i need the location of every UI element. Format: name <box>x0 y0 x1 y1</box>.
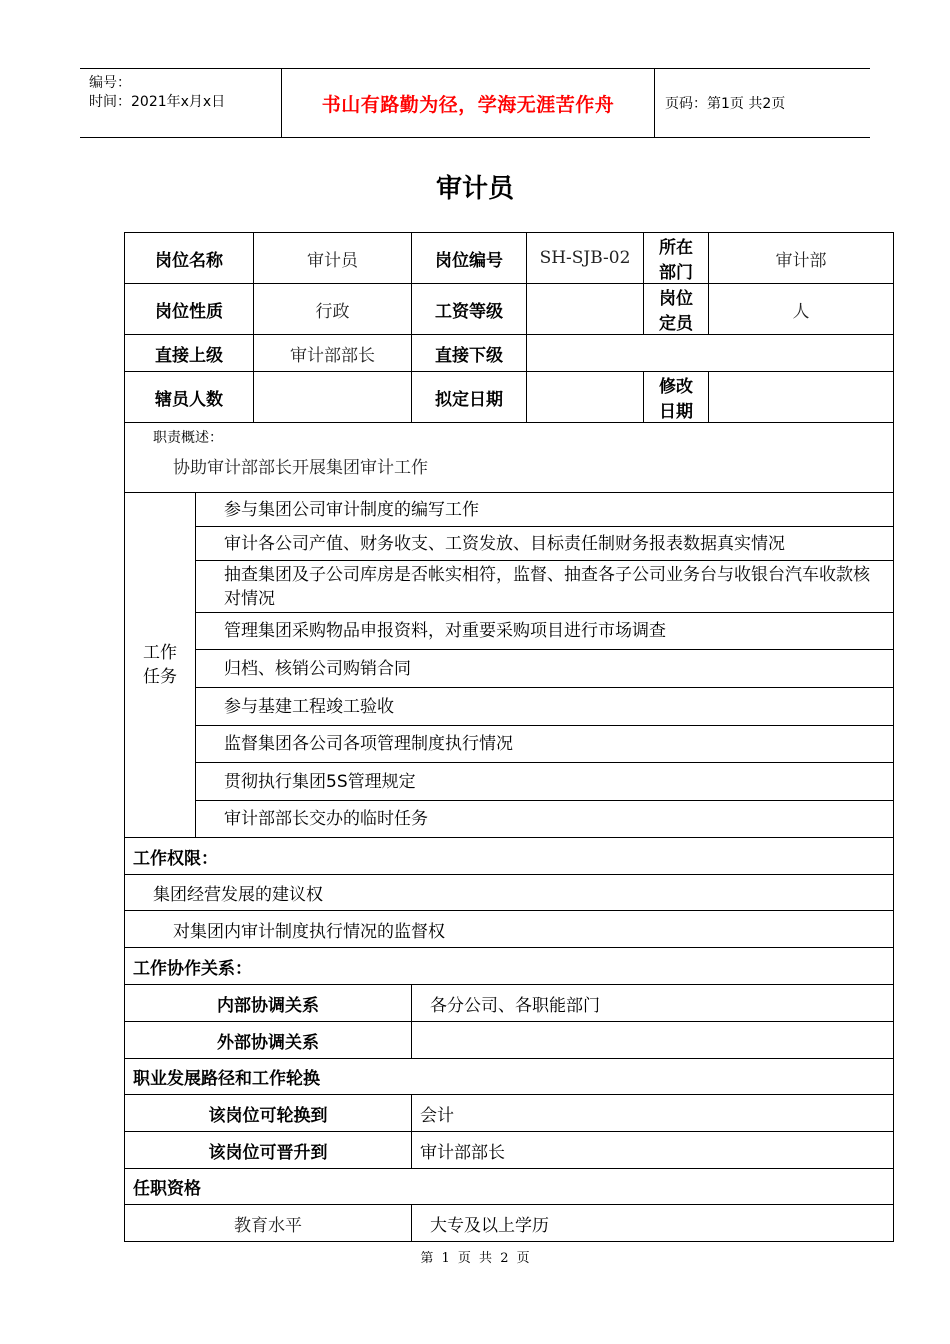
task-row <box>125 613 894 650</box>
task-item-6: 参与基建工程竣工验收 <box>196 688 894 726</box>
task-row <box>125 763 894 801</box>
task-row <box>125 726 894 763</box>
task-item-8: 贯彻执行集团5S管理规定 <box>196 763 894 801</box>
internal-value: 各分公司、各职能部门 <box>412 985 894 1022</box>
task-row <box>125 561 894 613</box>
education-label: 教育水平 <box>125 1205 412 1242</box>
external-value <box>412 1022 894 1059</box>
row-authority-header <box>125 838 894 875</box>
post-name-label: 岗位名称 <box>125 233 254 284</box>
authority-item-2: 对集团内审计制度执行情况的监督权 <box>125 911 894 948</box>
header-motto-cell <box>282 69 655 137</box>
document-header <box>80 68 870 138</box>
task-row <box>125 801 894 838</box>
task-item-2: 审计各公司产值、财务收支、工资发放、目标责任制财务报表数据真实情况 <box>196 527 894 561</box>
subordinate-label: 直接下级 <box>412 335 527 372</box>
row-basic-2 <box>125 284 894 335</box>
tasks-label-line1: 工作 <box>143 643 177 663</box>
draft-date-value <box>527 372 644 423</box>
cooperation-label: 工作协作关系： <box>125 948 894 985</box>
row-basic-4 <box>125 372 894 423</box>
task-item-1: 参与集团公司审计制度的编写工作 <box>196 493 894 527</box>
row-qualification-header <box>125 1169 894 1205</box>
task-item-4: 管理集团采购物品申报资料，对重要采购项目进行市场调查 <box>196 613 894 650</box>
dept-label: 所在部门 <box>644 233 709 284</box>
nature-label: 岗位性质 <box>125 284 254 335</box>
staff-count-label: 辖员人数 <box>125 372 254 423</box>
row-summary <box>125 423 894 493</box>
dept-value: 审计部 <box>709 233 894 284</box>
draft-date-label: 拟定日期 <box>412 372 527 423</box>
task-item-3: 抽查集团及子公司库房是否帐实相符，监督、抽查各子公司业务台与收银台汽车收款核对情况 <box>196 561 894 613</box>
rotate-value: 会计 <box>412 1095 894 1132</box>
salary-label: 工资等级 <box>412 284 527 335</box>
modify-date-label: 修改日期 <box>644 372 709 423</box>
summary-text: 协助审计部部长开展集团审计工作 <box>173 458 428 478</box>
authority-item-1: 集团经营发展的建议权 <box>125 875 894 911</box>
job-description-table <box>124 232 894 1242</box>
nature-value: 行政 <box>254 284 412 335</box>
row-external <box>125 1022 894 1059</box>
row-internal <box>125 985 894 1022</box>
task-row <box>125 493 894 527</box>
row-rotate <box>125 1095 894 1132</box>
task-item-9: 审计部部长交办的临时任务 <box>196 801 894 838</box>
page-info: 页码：第1页 共2页 <box>665 96 786 112</box>
row-education <box>125 1205 894 1242</box>
qualification-label: 任职资格 <box>125 1169 894 1205</box>
code-label: 编号： <box>89 75 131 91</box>
tasks-label <box>125 493 196 838</box>
superior-label: 直接上级 <box>125 335 254 372</box>
subordinate-value <box>527 335 894 372</box>
task-row <box>125 527 894 561</box>
row-promote <box>125 1132 894 1169</box>
row-basic-3 <box>125 335 894 372</box>
summary-cell <box>125 423 894 493</box>
quota-label: 岗位定员 <box>644 284 709 335</box>
post-code-label: 岗位编号 <box>412 233 527 284</box>
external-label: 外部协调关系 <box>125 1022 412 1059</box>
motto-text: 书山有路勤为径，学海无涯苦作舟 <box>321 93 615 116</box>
career-label: 职业发展路径和工作轮换 <box>125 1059 894 1095</box>
post-name-value: 审计员 <box>254 233 412 284</box>
task-item-5: 归档、核销公司购销合同 <box>196 650 894 688</box>
task-item-7: 监督集团各公司各项管理制度执行情况 <box>196 726 894 763</box>
summary-label: 职责概述： <box>153 430 223 446</box>
modify-date-value <box>709 372 894 423</box>
quota-value: 人 <box>709 284 894 335</box>
row-cooperation-header <box>125 948 894 985</box>
post-code-value: SH-SJB-02 <box>527 233 644 284</box>
task-row <box>125 650 894 688</box>
authority-label: 工作权限： <box>125 838 894 875</box>
header-page-cell <box>655 69 870 137</box>
salary-value <box>527 284 644 335</box>
row-career-header <box>125 1059 894 1095</box>
date-label: 时间：2021年x月x日 <box>89 94 226 110</box>
tasks-label-line2: 任务 <box>143 667 177 687</box>
row-authority-1 <box>125 875 894 911</box>
education-value: 大专及以上学历 <box>412 1205 894 1242</box>
task-row <box>125 688 894 726</box>
promote-label: 该岗位可晋升到 <box>125 1132 412 1169</box>
internal-label: 内部协调关系 <box>125 985 412 1022</box>
promote-value: 审计部部长 <box>412 1132 894 1169</box>
page-footer: 第 1 页 共 2 页 <box>420 1251 530 1266</box>
page-title: 审计员 <box>435 174 514 204</box>
row-basic-1 <box>125 233 894 284</box>
staff-count-value <box>254 372 412 423</box>
superior-value: 审计部部长 <box>254 335 412 372</box>
row-authority-2 <box>125 911 894 948</box>
header-meta <box>80 69 282 137</box>
rotate-label: 该岗位可轮换到 <box>125 1095 412 1132</box>
